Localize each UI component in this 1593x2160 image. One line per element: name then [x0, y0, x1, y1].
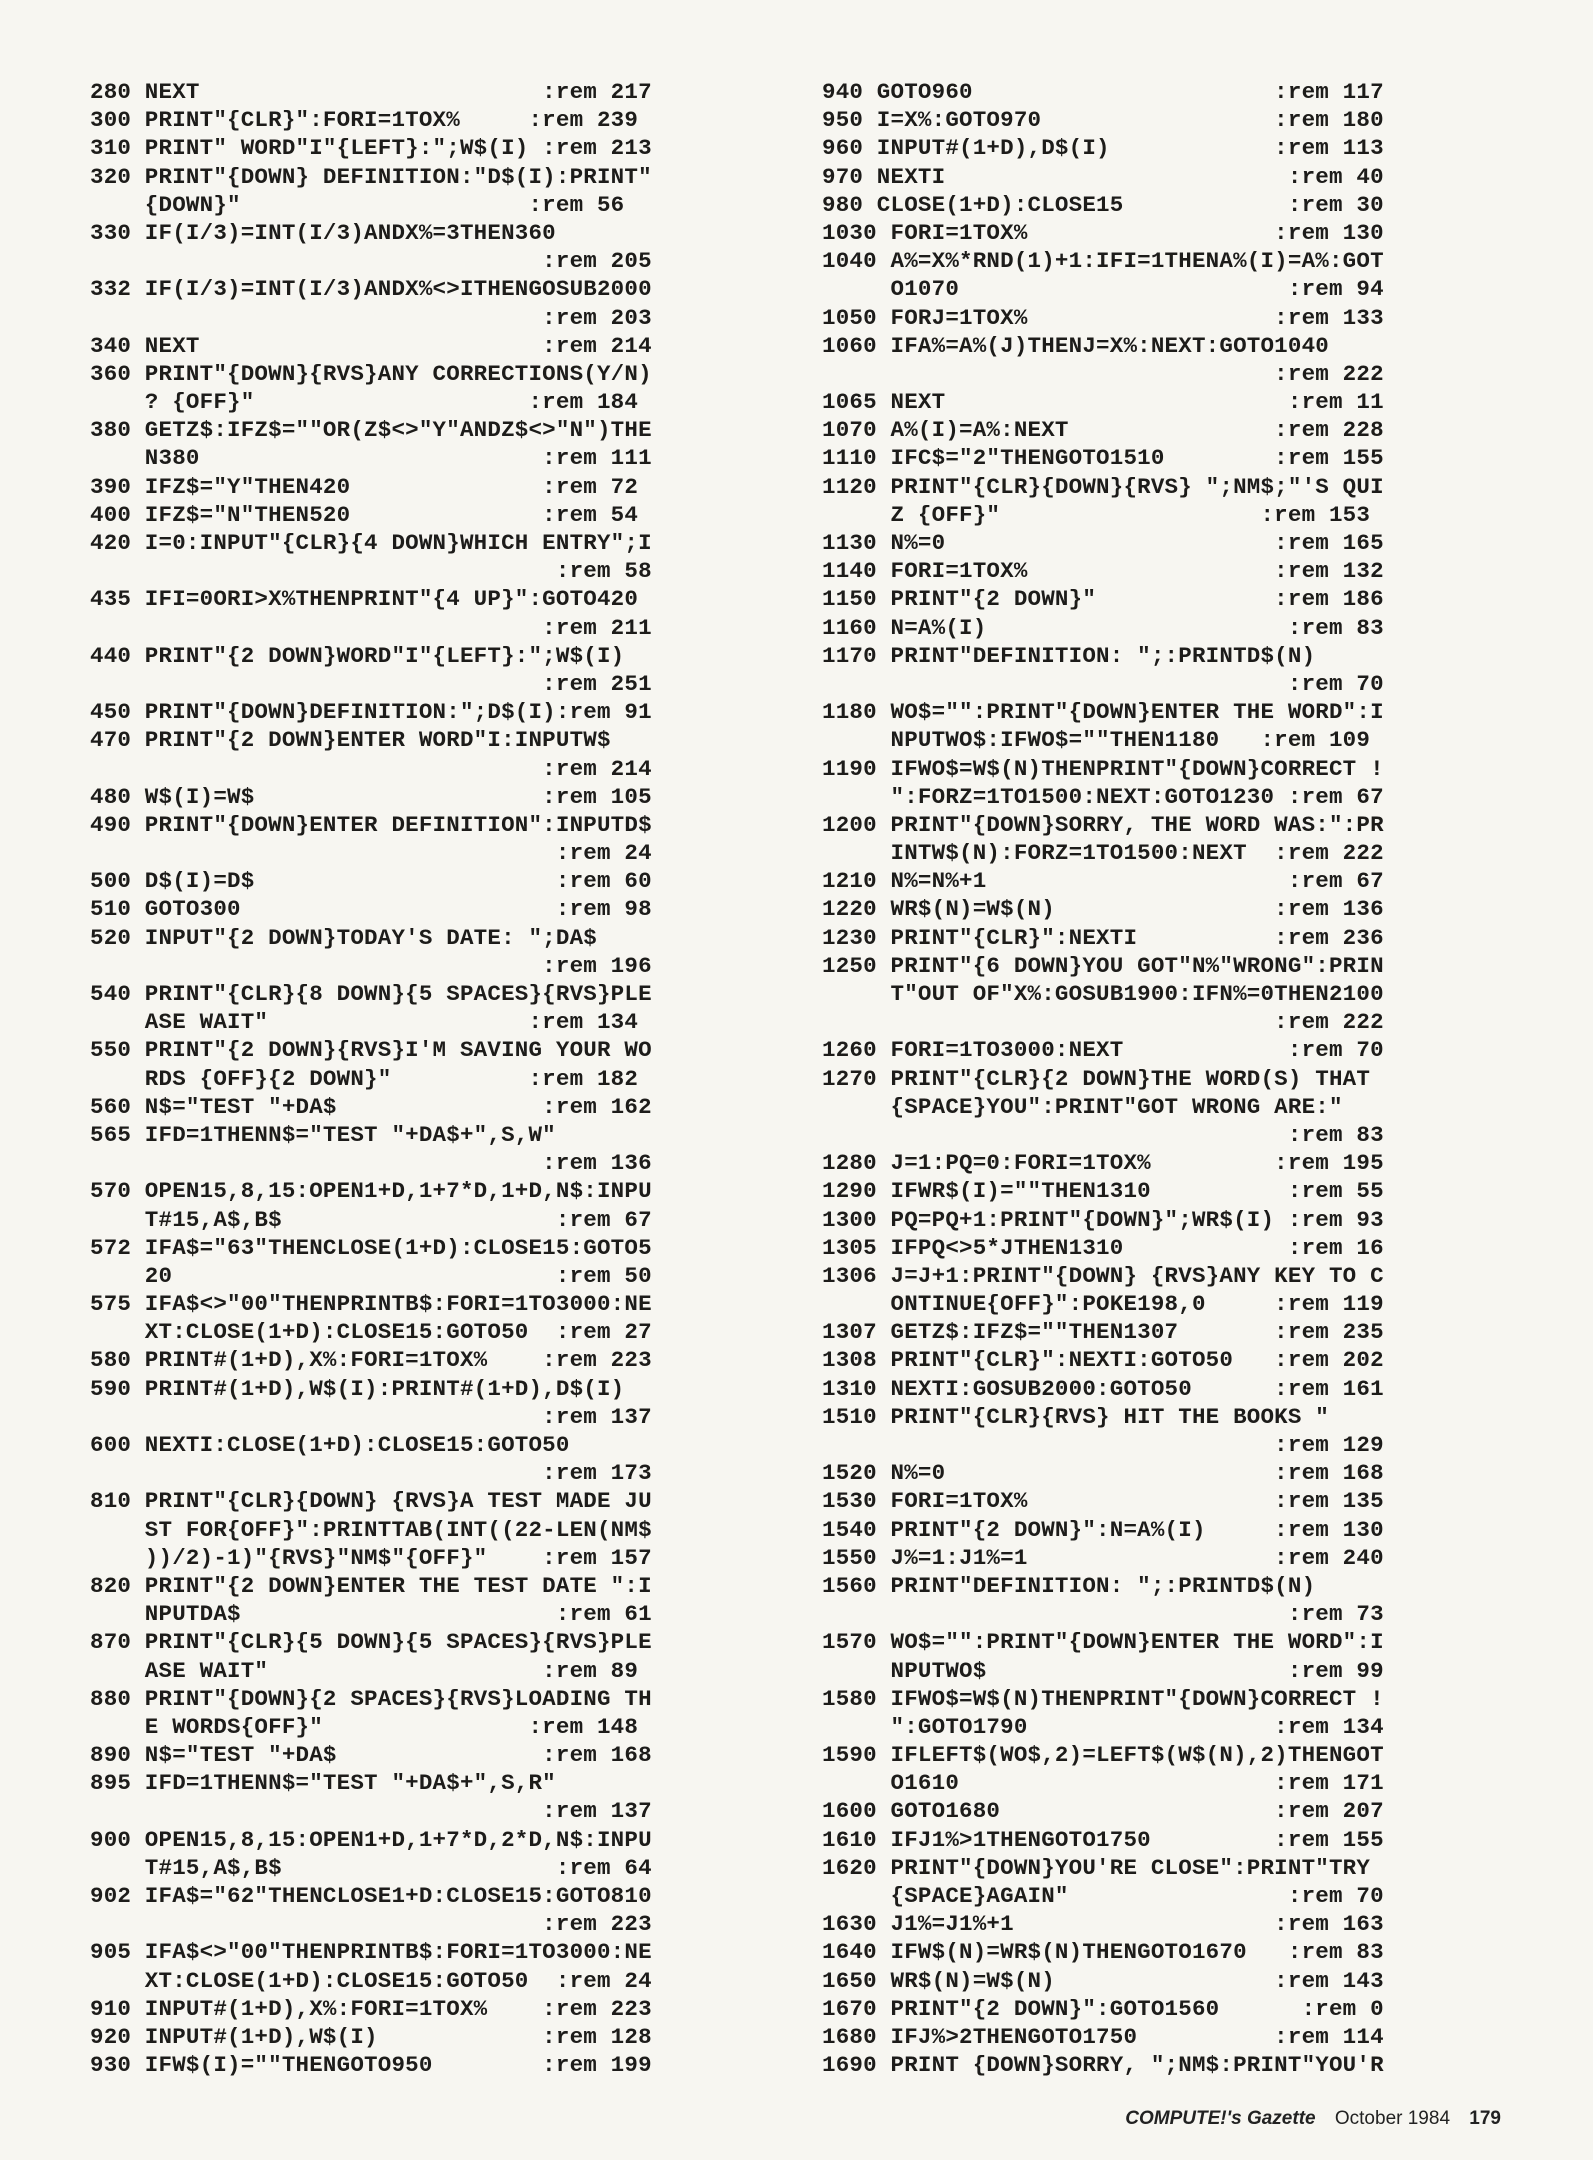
- code-line: 940 GOTO960 :rem 117: [822, 79, 1384, 105]
- code-line: 450 PRINT"{DOWN}DEFINITION:";D$(I):rem 91: [90, 699, 652, 726]
- code-line: ))/2)-1)"{RVS}"NM$"{OFF}" :rem 157: [90, 1544, 652, 1571]
- code-line: 1030 FORI=1TOX% :rem 130: [822, 219, 1384, 246]
- code-line: 470 PRINT"{2 DOWN}ENTER WORD"I:INPUTW$: [90, 727, 611, 754]
- code-line: :rem 222: [822, 1009, 1384, 1036]
- code-line: 1310 NEXTI:GOSUB2000:GOTO50 :rem 161: [822, 1375, 1384, 1402]
- code-line: 435 IFI=0ORI>X%THENPRINT"{4 UP}":GOTO420: [90, 586, 639, 613]
- code-line: :rem 214: [90, 755, 652, 782]
- code-line: 905 IFA$<>"00"THENPRINTB$:FORI=1TO3000:NE: [90, 1939, 652, 1966]
- code-line: XT:CLOSE(1+D):CLOSE15:GOTO50 :rem 24: [90, 1967, 652, 1994]
- code-line: :rem 136: [90, 1150, 652, 1177]
- listing-column-left: [90, 78, 790, 2079]
- code-line: :rem 222: [822, 360, 1384, 387]
- code-line: 490 PRINT"{DOWN}ENTER DEFINITION":INPUTD$: [90, 811, 652, 838]
- code-line: ASE WAIT" :rem 89: [90, 1657, 639, 1684]
- magazine-title: COMPUTE!'s Gazette: [1125, 2108, 1316, 2129]
- code-line: 1210 N%=N%+1 :rem 67: [822, 868, 1384, 895]
- code-line: 330 IF(I/3)=INT(I/3)ANDX%=3THEN360: [90, 219, 556, 246]
- code-line: 1050 FORJ=1TOX% :rem 133: [822, 304, 1384, 331]
- code-line: 1230 PRINT"{CLR}":NEXTI :rem 236: [822, 924, 1384, 951]
- code-line: :rem 58: [90, 558, 652, 585]
- code-line: 420 I=0:INPUT"{CLR}{4 DOWN}WHICH ENTRY";I: [90, 530, 652, 556]
- code-line: 1200 PRINT"{DOWN}SORRY, THE WORD WAS:":PR: [822, 811, 1384, 838]
- code-line: 590 PRINT#(1+D),W$(I):PRINT#(1+D),D$(I): [90, 1375, 625, 1402]
- code-line: 1170 PRINT"DEFINITION: ";:PRINTD$(N): [822, 642, 1316, 669]
- code-line: 1270 PRINT"{CLR}{2 DOWN}THE WORD(S) THAT: [822, 1065, 1371, 1092]
- code-line: 1530 FORI=1TOX% :rem 135: [822, 1488, 1384, 1515]
- code-line: 575 IFA$<>"00"THENPRINTB$:FORI=1TO3000:NE: [90, 1291, 652, 1318]
- code-line: 1620 PRINT"{DOWN}YOU'RE CLOSE":PRINT"TRY: [822, 1854, 1371, 1881]
- code-line: 1140 FORI=1TOX% :rem 132: [822, 558, 1384, 585]
- code-line: 1570 WO$="":PRINT"{DOWN}ENTER THE WORD":I: [822, 1629, 1384, 1656]
- code-line: 1190 IFWO$=W$(N)THENPRINT"{DOWN}CORRECT !: [822, 755, 1384, 782]
- listing-column-right: [822, 78, 1512, 2079]
- code-line: 310 PRINT" WORD"I"{LEFT}:";W$(I) :rem 213: [90, 135, 652, 162]
- code-line: 550 PRINT"{2 DOWN}{RVS}I'M SAVING YOUR WO: [90, 1037, 652, 1064]
- code-line: 1690 PRINT {DOWN}SORRY, ";NM$:PRINT"YOU'R: [822, 2052, 1384, 2079]
- code-line: 572 IFA$="63"THENCLOSE(1+D):CLOSE15:GOTO5: [90, 1234, 652, 1261]
- code-line: 1600 GOTO1680 :rem 207: [822, 1798, 1384, 1825]
- code-line: 1300 PQ=PQ+1:PRINT"{DOWN}";WR$(I) :rem 93: [822, 1206, 1384, 1233]
- code-line: 820 PRINT"{2 DOWN}ENTER THE TEST DATE ":I: [90, 1572, 652, 1599]
- code-line: 1120 PRINT"{CLR}{DOWN}{RVS} ";NM$;"'S QUI: [822, 473, 1384, 500]
- code-line: :rem 205: [90, 248, 652, 275]
- code-line: :rem 223: [90, 1911, 652, 1938]
- code-line: {SPACE}YOU":PRINT"GOT WRONG ARE:": [822, 1093, 1343, 1120]
- code-line: 380 GETZ$:IFZ$=""OR(Z$<>"Y"ANDZ$<>"N")THE: [90, 417, 652, 444]
- code-line: 900 OPEN15,8,15:OPEN1+D,1+7*D,2*D,N$:INPU: [90, 1826, 652, 1853]
- page-footer: [1125, 2108, 1501, 2130]
- code-line: NPUTDA$ :rem 61: [90, 1601, 652, 1628]
- code-line: XT:CLOSE(1+D):CLOSE15:GOTO50 :rem 27: [90, 1319, 652, 1346]
- code-line: INTW$(N):FORZ=1TO1500:NEXT :rem 222: [822, 840, 1384, 867]
- code-line: :rem 24: [90, 840, 652, 867]
- code-line: 1670 PRINT"{2 DOWN}":GOTO1560 :rem 0: [822, 1995, 1384, 2022]
- code-line: 1307 GETZ$:IFZ$=""THEN1307 :rem 235: [822, 1319, 1384, 1346]
- code-line: :rem 196: [90, 952, 652, 979]
- code-line: 500 D$(I)=D$ :rem 60: [90, 868, 652, 895]
- code-line: 980 CLOSE(1+D):CLOSE15 :rem 30: [822, 191, 1384, 218]
- code-line: 1280 J=1:PQ=0:FORI=1TOX% :rem 195: [822, 1150, 1384, 1177]
- code-line: :rem 211: [90, 614, 652, 641]
- code-line: :rem 83: [822, 1121, 1384, 1148]
- code-line: {SPACE}AGAIN" :rem 70: [822, 1883, 1384, 1909]
- code-line: 920 INPUT#(1+D),W$(I) :rem 128: [90, 2023, 652, 2050]
- code-line: E WORDS{OFF}" :rem 148: [90, 1713, 639, 1740]
- code-line: ? {OFF}" :rem 184: [90, 389, 639, 416]
- code-line: ST FOR{OFF}":PRINTTAB(INT((22-LEN(NM$: [90, 1516, 652, 1543]
- code-line: 1630 J1%=J1%+1 :rem 163: [822, 1911, 1384, 1938]
- code-line: N380 :rem 111: [90, 445, 652, 472]
- code-line: 895 IFD=1THENN$="TEST "+DA$+",S,R": [90, 1770, 556, 1797]
- code-line: 890 N$="TEST "+DA$ :rem 168: [90, 1742, 652, 1769]
- code-line: 570 OPEN15,8,15:OPEN1+D,1+7*D,1+D,N$:INPU: [90, 1178, 652, 1205]
- code-line: 1305 IFPQ<>5*JTHEN1310 :rem 16: [822, 1234, 1384, 1261]
- code-line: 1540 PRINT"{2 DOWN}":N=A%(I) :rem 130: [822, 1516, 1384, 1543]
- code-line: 1580 IFWO$=W$(N)THENPRINT"{DOWN}CORRECT !: [822, 1685, 1384, 1712]
- code-line: 1160 N=A%(I) :rem 83: [822, 614, 1384, 641]
- code-line: 320 PRINT"{DOWN} DEFINITION:"D$(I):PRINT": [90, 163, 652, 190]
- code-line: 390 IFZ$="Y"THEN420 :rem 72: [90, 473, 639, 500]
- code-line: ":FORZ=1TO1500:NEXT:GOTO1230 :rem 67: [822, 783, 1384, 810]
- code-line: NPUTWO$ :rem 99: [822, 1657, 1384, 1684]
- code-line: :rem 129: [822, 1432, 1384, 1458]
- code-line: 970 NEXTI :rem 40: [822, 163, 1384, 190]
- code-line: :rem 251: [90, 670, 652, 697]
- code-line: 20 :rem 50: [90, 1262, 652, 1289]
- code-line: 1510 PRINT"{CLR}{RVS} HIT THE BOOKS ": [822, 1403, 1329, 1430]
- code-line: 1308 PRINT"{CLR}":NEXTI:GOTO50 :rem 202: [822, 1347, 1384, 1374]
- code-line: ":GOTO1790 :rem 134: [822, 1713, 1384, 1740]
- code-line: Z {OFF}" :rem 153: [822, 501, 1371, 528]
- code-line: 1150 PRINT"{2 DOWN}" :rem 186: [822, 586, 1384, 613]
- code-line: 1040 A%=X%*RND(1)+1:IFI=1THENA%(I)=A%:GOT: [822, 248, 1384, 275]
- code-line: 520 INPUT"{2 DOWN}TODAY'S DATE: ";DA$: [90, 924, 597, 951]
- code-line: 340 NEXT :rem 214: [90, 332, 652, 359]
- code-line: 1650 WR$(N)=W$(N) :rem 143: [822, 1967, 1384, 1994]
- code-line: 1110 IFC$="2"THENGOTO1510 :rem 155: [822, 445, 1384, 472]
- code-line: 930 IFW$(I)=""THENGOTO950 :rem 199: [90, 2052, 652, 2079]
- code-line: 1290 IFWR$(I)=""THEN1310 :rem 55: [822, 1178, 1384, 1205]
- issue-date: October 1984: [1334, 2108, 1451, 2129]
- page-number: 179: [1469, 2108, 1501, 2129]
- code-line: T"OUT OF"X%:GOSUB1900:IFN%=0THEN2100: [822, 981, 1384, 1007]
- code-line: 332 IF(I/3)=INT(I/3)ANDX%<>ITHENGOSUB2000: [90, 276, 652, 303]
- code-line: 280 NEXT :rem 217: [90, 79, 652, 105]
- code-line: 1590 IFLEFT$(WO$,2)=LEFT$(W$(N),2)THENGOT: [822, 1742, 1384, 1769]
- code-line: 1260 FORI=1TO3000:NEXT :rem 70: [822, 1037, 1384, 1064]
- code-line: NPUTWO$:IFWO$=""THEN1180 :rem 109: [822, 727, 1371, 754]
- code-line: 810 PRINT"{CLR}{DOWN} {RVS}A TEST MADE JU: [90, 1488, 652, 1515]
- code-line: 1130 N%=0 :rem 165: [822, 530, 1384, 556]
- code-line: 1070 A%(I)=A%:NEXT :rem 228: [822, 417, 1384, 444]
- code-line: 565 IFD=1THENN$="TEST "+DA$+",S,W": [90, 1121, 556, 1148]
- code-line: 1180 WO$="":PRINT"{DOWN}ENTER THE WORD":I: [822, 699, 1384, 726]
- code-line: :rem 137: [90, 1798, 652, 1825]
- code-line: 902 IFA$="62"THENCLOSE1+D:CLOSE15:GOTO810: [90, 1883, 652, 1909]
- code-line: 440 PRINT"{2 DOWN}WORD"I"{LEFT}:";W$(I): [90, 642, 625, 669]
- code-line: 560 N$="TEST "+DA$ :rem 162: [90, 1093, 652, 1120]
- code-line: :rem 73: [822, 1601, 1384, 1628]
- code-line: 910 INPUT#(1+D),X%:FORI=1TOX% :rem 223: [90, 1995, 652, 2022]
- code-line: RDS {OFF}{2 DOWN}" :rem 182: [90, 1065, 639, 1092]
- code-line: 880 PRINT"{DOWN}{2 SPACES}{RVS}LOADING TH: [90, 1685, 652, 1712]
- code-line: 1550 J%=1:J1%=1 :rem 240: [822, 1544, 1384, 1571]
- code-line: 1520 N%=0 :rem 168: [822, 1460, 1384, 1487]
- code-line: ASE WAIT" :rem 134: [90, 1009, 639, 1036]
- code-line: :rem 203: [90, 304, 652, 331]
- code-line: :rem 173: [90, 1460, 652, 1487]
- code-line: 1560 PRINT"DEFINITION: ";:PRINTD$(N): [822, 1572, 1316, 1599]
- code-line: 950 I=X%:GOTO970 :rem 180: [822, 107, 1384, 134]
- code-line: 540 PRINT"{CLR}{8 DOWN}{5 SPACES}{RVS}PLE: [90, 981, 652, 1007]
- code-line: 960 INPUT#(1+D),D$(I) :rem 113: [822, 135, 1384, 162]
- code-line: 400 IFZ$="N"THEN520 :rem 54: [90, 501, 639, 528]
- code-line: 1610 IFJ1%>1THENGOTO1750 :rem 155: [822, 1826, 1384, 1853]
- code-line: 1065 NEXT :rem 11: [822, 389, 1384, 416]
- code-line: 1640 IFW$(N)=WR$(N)THENGOTO1670 :rem 83: [822, 1939, 1384, 1966]
- code-line: ONTINUE{OFF}":POKE198,0 :rem 119: [822, 1291, 1384, 1318]
- code-line: {DOWN}" :rem 56: [90, 191, 625, 218]
- code-line: 600 NEXTI:CLOSE(1+D):CLOSE15:GOTO50: [90, 1432, 570, 1458]
- code-line: 1680 IFJ%>2THENGOTO1750 :rem 114: [822, 2023, 1384, 2050]
- code-line: O1070 :rem 94: [822, 276, 1384, 303]
- code-line: T#15,A$,B$ :rem 67: [90, 1206, 652, 1233]
- code-line: 480 W$(I)=W$ :rem 105: [90, 783, 652, 810]
- code-line: O1610 :rem 171: [822, 1770, 1384, 1797]
- code-line: 1060 IFA%=A%(J)THENJ=X%:NEXT:GOTO1040: [822, 332, 1329, 359]
- code-line: :rem 137: [90, 1403, 652, 1430]
- code-line: 1306 J=J+1:PRINT"{DOWN} {RVS}ANY KEY TO C: [822, 1262, 1384, 1289]
- code-line: 580 PRINT#(1+D),X%:FORI=1TOX% :rem 223: [90, 1347, 652, 1374]
- code-line: 300 PRINT"{CLR}":FORI=1TOX% :rem 239: [90, 107, 639, 134]
- code-line: 870 PRINT"{CLR}{5 DOWN}{5 SPACES}{RVS}PLE: [90, 1629, 652, 1656]
- code-line: :rem 70: [822, 670, 1384, 697]
- code-line: 510 GOTO300 :rem 98: [90, 896, 652, 923]
- code-line: 1220 WR$(N)=W$(N) :rem 136: [822, 896, 1384, 923]
- code-line: 1250 PRINT"{6 DOWN}YOU GOT"N%"WRONG":PRIN: [822, 952, 1384, 979]
- code-line: 360 PRINT"{DOWN}{RVS}ANY CORRECTIONS(Y/N): [90, 360, 652, 387]
- code-line: T#15,A$,B$ :rem 64: [90, 1854, 652, 1881]
